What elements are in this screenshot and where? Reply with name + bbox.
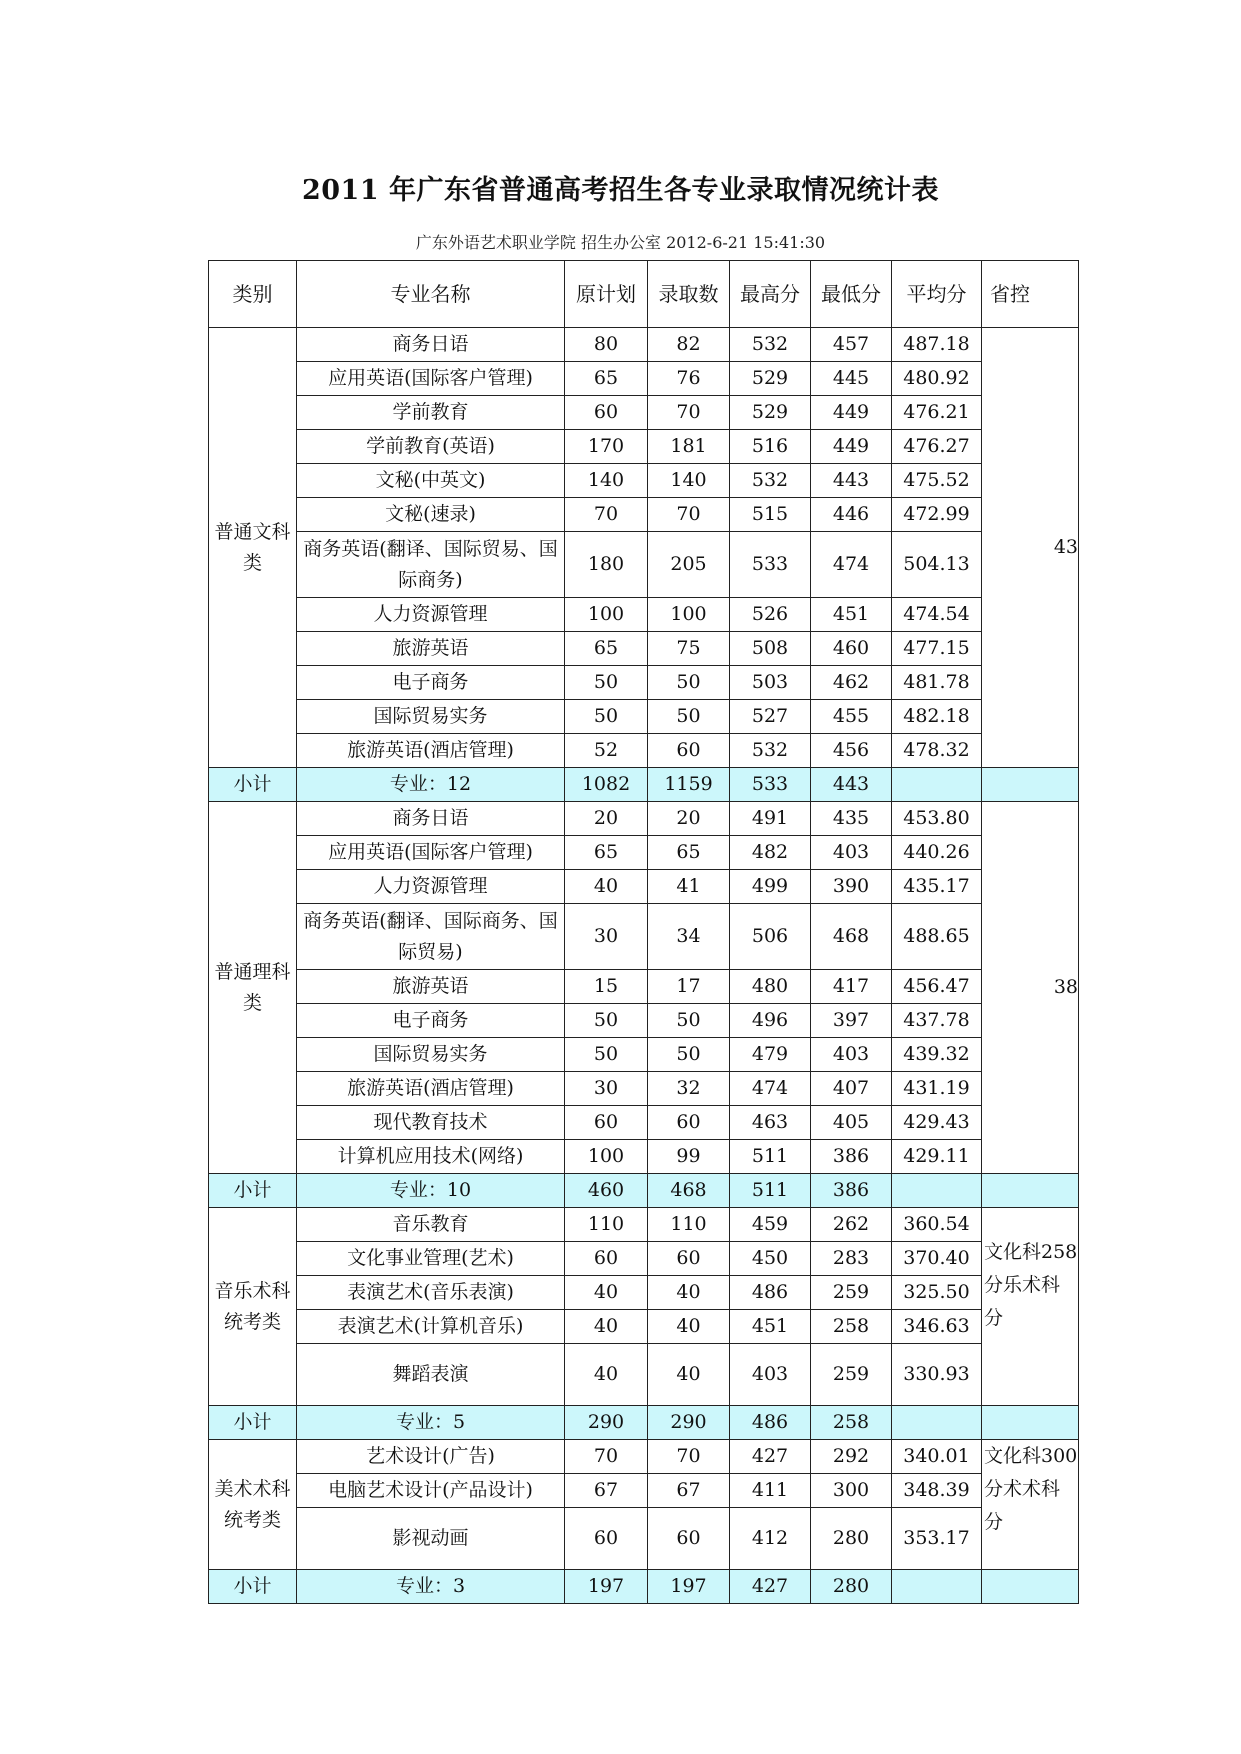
avg-cell: 480.92 (892, 362, 982, 396)
table-row (209, 1038, 1079, 1072)
table-row (209, 970, 1079, 1004)
max-cell: 479 (730, 1038, 811, 1072)
max-cell: 450 (730, 1242, 811, 1276)
subtotal-row (209, 1406, 1079, 1440)
table-row (209, 1474, 1079, 1508)
avg-cell: 429.43 (892, 1106, 982, 1140)
min-cell: 462 (811, 666, 892, 700)
subtotal-row (209, 1174, 1079, 1208)
min-cell: 407 (811, 1072, 892, 1106)
subtotal-min: 280 (811, 1570, 892, 1604)
max-cell: 506 (730, 904, 811, 970)
subtotal-control (982, 1406, 1079, 1440)
avg-cell: 325.50 (892, 1276, 982, 1310)
subtotal-admitted: 1159 (648, 768, 730, 802)
avg-cell: 330.93 (892, 1344, 982, 1406)
subtotal-min: 443 (811, 768, 892, 802)
subtotal-min: 386 (811, 1174, 892, 1208)
major-name: 学前教育(英语) (297, 430, 565, 464)
subtotal-plan: 1082 (565, 768, 648, 802)
subtotal-major-count: 专业：10 (297, 1174, 565, 1208)
subtotal-control (982, 768, 1079, 802)
major-name: 现代教育技术 (297, 1106, 565, 1140)
plan-cell: 110 (565, 1208, 648, 1242)
major-name: 商务英语(翻译、国际商务、国际贸易) (297, 904, 565, 970)
max-cell: 515 (730, 498, 811, 532)
major-name: 旅游英语(酒店管理) (297, 1072, 565, 1106)
avg-cell: 476.27 (892, 430, 982, 464)
category-cell: 普通文科类 (209, 328, 297, 768)
subtotal-plan: 290 (565, 1406, 648, 1440)
plan-cell: 40 (565, 1276, 648, 1310)
plan-cell: 65 (565, 632, 648, 666)
plan-cell: 30 (565, 904, 648, 970)
table-row (209, 464, 1079, 498)
max-cell: 459 (730, 1208, 811, 1242)
subtotal-label: 小计 (209, 1406, 297, 1440)
major-name: 人力资源管理 (297, 870, 565, 904)
plan-cell: 40 (565, 1344, 648, 1406)
control-line-cell: 38 (982, 802, 1079, 1174)
plan-cell: 40 (565, 870, 648, 904)
min-cell: 443 (811, 464, 892, 498)
table-row (209, 632, 1079, 666)
min-cell: 457 (811, 328, 892, 362)
subtotal-avg (892, 1174, 982, 1208)
max-cell: 532 (730, 464, 811, 498)
subtotal-major-count: 专业：5 (297, 1406, 565, 1440)
admitted-cell: 65 (648, 836, 730, 870)
plan-cell: 50 (565, 700, 648, 734)
min-cell: 468 (811, 904, 892, 970)
min-cell: 445 (811, 362, 892, 396)
admitted-cell: 100 (648, 598, 730, 632)
max-cell: 532 (730, 734, 811, 768)
plan-cell: 70 (565, 1440, 648, 1474)
subtotal-label: 小计 (209, 1174, 297, 1208)
max-cell: 411 (730, 1474, 811, 1508)
avg-cell: 439.32 (892, 1038, 982, 1072)
avg-cell: 488.65 (892, 904, 982, 970)
min-cell: 262 (811, 1208, 892, 1242)
min-cell: 455 (811, 700, 892, 734)
header-plan: 原计划 (565, 261, 648, 328)
table-row (209, 430, 1079, 464)
avg-cell: 429.11 (892, 1140, 982, 1174)
table-row (209, 734, 1079, 768)
plan-cell: 100 (565, 1140, 648, 1174)
admitted-cell: 75 (648, 632, 730, 666)
admitted-cell: 40 (648, 1344, 730, 1406)
avg-cell: 435.17 (892, 870, 982, 904)
subtotal-admitted: 197 (648, 1570, 730, 1604)
admitted-cell: 82 (648, 328, 730, 362)
major-name: 商务日语 (297, 328, 565, 362)
table-row (209, 870, 1079, 904)
avg-cell: 340.01 (892, 1440, 982, 1474)
admitted-cell: 17 (648, 970, 730, 1004)
max-cell: 463 (730, 1106, 811, 1140)
avg-cell: 478.32 (892, 734, 982, 768)
admitted-cell: 99 (648, 1140, 730, 1174)
plan-cell: 70 (565, 498, 648, 532)
category-cell: 美术术科统考类 (209, 1440, 297, 1570)
max-cell: 533 (730, 532, 811, 598)
control-line-cell: 43 (982, 328, 1079, 768)
admitted-cell: 50 (648, 666, 730, 700)
admitted-cell: 60 (648, 734, 730, 768)
table-row (209, 498, 1079, 532)
table-row (209, 1004, 1079, 1038)
major-name: 文秘(速录) (297, 498, 565, 532)
major-name: 国际贸易实务 (297, 700, 565, 734)
min-cell: 292 (811, 1440, 892, 1474)
avg-cell: 453.80 (892, 802, 982, 836)
min-cell: 397 (811, 1004, 892, 1038)
plan-cell: 60 (565, 1106, 648, 1140)
min-cell: 280 (811, 1508, 892, 1570)
major-name: 电脑艺术设计(产品设计) (297, 1474, 565, 1508)
table-row (209, 1140, 1079, 1174)
control-line-cell (982, 1208, 1079, 1406)
plan-cell: 50 (565, 1038, 648, 1072)
avg-cell: 370.40 (892, 1242, 982, 1276)
min-cell: 451 (811, 598, 892, 632)
subtotal-control (982, 1570, 1079, 1604)
plan-cell: 60 (565, 396, 648, 430)
admitted-cell: 20 (648, 802, 730, 836)
admitted-cell: 50 (648, 1004, 730, 1038)
major-name: 商务日语 (297, 802, 565, 836)
subtotal-row (209, 768, 1079, 802)
plan-cell: 30 (565, 1072, 648, 1106)
avg-cell: 472.99 (892, 498, 982, 532)
admitted-cell: 140 (648, 464, 730, 498)
table-row (209, 1208, 1079, 1242)
table-row (209, 1276, 1079, 1310)
min-cell: 403 (811, 836, 892, 870)
admission-table-container (208, 260, 1078, 1605)
table-row (209, 532, 1079, 598)
page-subtitle: 广东外语艺术职业学院 招生办公室 2012-6-21 15:41:30 (415, 233, 826, 252)
table-row (209, 1440, 1079, 1474)
avg-cell: 431.19 (892, 1072, 982, 1106)
admitted-cell: 70 (648, 498, 730, 532)
header-control: 省控 (982, 261, 1079, 328)
plan-cell: 50 (565, 666, 648, 700)
min-cell: 259 (811, 1344, 892, 1406)
table-row (209, 1508, 1079, 1570)
max-cell: 491 (730, 802, 811, 836)
admitted-cell: 70 (648, 396, 730, 430)
avg-cell: 353.17 (892, 1508, 982, 1570)
avg-cell: 440.26 (892, 836, 982, 870)
max-cell: 403 (730, 1344, 811, 1406)
header-category: 类别 (209, 261, 297, 328)
subtotal-plan: 197 (565, 1570, 648, 1604)
admitted-cell: 50 (648, 1038, 730, 1072)
control-line-text: 文化科258 分乐术科分 (984, 1241, 1078, 1329)
table-row (209, 328, 1079, 362)
table-row (209, 362, 1079, 396)
major-name: 应用英语(国际客户管理) (297, 836, 565, 870)
plan-cell: 40 (565, 1310, 648, 1344)
max-cell: 529 (730, 362, 811, 396)
subtotal-admitted: 290 (648, 1406, 730, 1440)
major-name: 人力资源管理 (297, 598, 565, 632)
admitted-cell: 50 (648, 700, 730, 734)
min-cell: 460 (811, 632, 892, 666)
admitted-cell: 67 (648, 1474, 730, 1508)
subtotal-max: 427 (730, 1570, 811, 1604)
subtotal-avg (892, 1570, 982, 1604)
avg-cell: 346.63 (892, 1310, 982, 1344)
subtotal-label: 小计 (209, 1570, 297, 1604)
min-cell: 417 (811, 970, 892, 1004)
table-row (209, 598, 1079, 632)
avg-cell: 504.13 (892, 532, 982, 598)
subtotal-row (209, 1570, 1079, 1604)
avg-cell: 348.39 (892, 1474, 982, 1508)
avg-cell: 456.47 (892, 970, 982, 1004)
min-cell: 449 (811, 396, 892, 430)
max-cell: 511 (730, 1140, 811, 1174)
max-cell: 480 (730, 970, 811, 1004)
admitted-cell: 41 (648, 870, 730, 904)
max-cell: 474 (730, 1072, 811, 1106)
header-admitted: 录取数 (648, 261, 730, 328)
min-cell: 456 (811, 734, 892, 768)
control-line-text: 文化科300 分术术科分 (984, 1445, 1078, 1533)
major-name: 电子商务 (297, 666, 565, 700)
avg-cell: 481.78 (892, 666, 982, 700)
max-cell: 503 (730, 666, 811, 700)
major-name: 舞蹈表演 (297, 1344, 565, 1406)
plan-cell: 50 (565, 1004, 648, 1038)
plan-cell: 140 (565, 464, 648, 498)
major-name: 计算机应用技术(网络) (297, 1140, 565, 1174)
min-cell: 386 (811, 1140, 892, 1174)
control-line-cell (982, 1440, 1079, 1570)
max-cell: 496 (730, 1004, 811, 1038)
plan-cell: 60 (565, 1508, 648, 1570)
category-cell: 普通理科类 (209, 802, 297, 1174)
subtotal-avg (892, 1406, 982, 1440)
header-min: 最低分 (811, 261, 892, 328)
table-row (209, 666, 1079, 700)
max-cell: 508 (730, 632, 811, 666)
admitted-cell: 40 (648, 1310, 730, 1344)
min-cell: 405 (811, 1106, 892, 1140)
major-name: 学前教育 (297, 396, 565, 430)
major-name: 表演艺术(计算机音乐) (297, 1310, 565, 1344)
major-name: 旅游英语(酒店管理) (297, 734, 565, 768)
avg-cell: 437.78 (892, 1004, 982, 1038)
table-row (209, 836, 1079, 870)
plan-cell: 67 (565, 1474, 648, 1508)
admitted-cell: 70 (648, 1440, 730, 1474)
plan-cell: 15 (565, 970, 648, 1004)
avg-cell: 487.18 (892, 328, 982, 362)
plan-cell: 170 (565, 430, 648, 464)
avg-cell: 476.21 (892, 396, 982, 430)
max-cell: 427 (730, 1440, 811, 1474)
plan-cell: 52 (565, 734, 648, 768)
major-name: 文化事业管理(艺术) (297, 1242, 565, 1276)
max-cell: 527 (730, 700, 811, 734)
table-row (209, 1242, 1079, 1276)
table-row (209, 904, 1079, 970)
plan-cell: 65 (565, 836, 648, 870)
subtotal-max: 533 (730, 768, 811, 802)
min-cell: 259 (811, 1276, 892, 1310)
major-name: 旅游英语 (297, 970, 565, 1004)
plan-cell: 65 (565, 362, 648, 396)
admitted-cell: 60 (648, 1508, 730, 1570)
major-name: 文秘(中英文) (297, 464, 565, 498)
subtotal-control (982, 1174, 1079, 1208)
avg-cell: 474.54 (892, 598, 982, 632)
admitted-cell: 205 (648, 532, 730, 598)
major-name: 国际贸易实务 (297, 1038, 565, 1072)
admitted-cell: 76 (648, 362, 730, 396)
subtotal-plan: 460 (565, 1174, 648, 1208)
min-cell: 446 (811, 498, 892, 532)
plan-cell: 60 (565, 1242, 648, 1276)
min-cell: 300 (811, 1474, 892, 1508)
header-major: 专业名称 (297, 261, 565, 328)
subtotal-admitted: 468 (648, 1174, 730, 1208)
table-row (209, 396, 1079, 430)
avg-cell: 475.52 (892, 464, 982, 498)
table-row (209, 1310, 1079, 1344)
admitted-cell: 181 (648, 430, 730, 464)
major-name: 影视动画 (297, 1508, 565, 1570)
subtotal-label: 小计 (209, 768, 297, 802)
major-name: 电子商务 (297, 1004, 565, 1038)
admitted-cell: 40 (648, 1276, 730, 1310)
major-name: 艺术设计(广告) (297, 1440, 565, 1474)
max-cell: 486 (730, 1276, 811, 1310)
table-row (209, 1106, 1079, 1140)
max-cell: 412 (730, 1508, 811, 1570)
avg-cell: 360.54 (892, 1208, 982, 1242)
min-cell: 283 (811, 1242, 892, 1276)
plan-cell: 80 (565, 328, 648, 362)
max-cell: 526 (730, 598, 811, 632)
table-header-row (209, 261, 1079, 328)
max-cell: 529 (730, 396, 811, 430)
min-cell: 258 (811, 1310, 892, 1344)
avg-cell: 482.18 (892, 700, 982, 734)
subtotal-major-count: 专业：3 (297, 1570, 565, 1604)
page-title: 2011 年广东省普通高考招生各专业录取情况统计表 (301, 175, 940, 206)
max-cell: 482 (730, 836, 811, 870)
major-name: 应用英语(国际客户管理) (297, 362, 565, 396)
admitted-cell: 60 (648, 1106, 730, 1140)
max-cell: 516 (730, 430, 811, 464)
min-cell: 390 (811, 870, 892, 904)
header-max: 最高分 (730, 261, 811, 328)
table-row (209, 700, 1079, 734)
subtotal-avg (892, 768, 982, 802)
min-cell: 474 (811, 532, 892, 598)
admitted-cell: 34 (648, 904, 730, 970)
table-row (209, 1344, 1079, 1406)
plan-cell: 180 (565, 532, 648, 598)
major-name: 表演艺术(音乐表演) (297, 1276, 565, 1310)
subtotal-max: 511 (730, 1174, 811, 1208)
avg-cell: 477.15 (892, 632, 982, 666)
table-row (209, 802, 1079, 836)
admitted-cell: 110 (648, 1208, 730, 1242)
min-cell: 449 (811, 430, 892, 464)
table-row (209, 1072, 1079, 1106)
plan-cell: 20 (565, 802, 648, 836)
category-cell: 音乐术科统考类 (209, 1208, 297, 1406)
major-name: 旅游英语 (297, 632, 565, 666)
admission-table (208, 260, 1079, 1604)
admitted-cell: 32 (648, 1072, 730, 1106)
major-name: 商务英语(翻译、国际贸易、国际商务) (297, 532, 565, 598)
max-cell: 499 (730, 870, 811, 904)
min-cell: 435 (811, 802, 892, 836)
admitted-cell: 60 (648, 1242, 730, 1276)
max-cell: 532 (730, 328, 811, 362)
plan-cell: 100 (565, 598, 648, 632)
header-avg: 平均分 (892, 261, 982, 328)
min-cell: 403 (811, 1038, 892, 1072)
max-cell: 451 (730, 1310, 811, 1344)
subtotal-min: 258 (811, 1406, 892, 1440)
major-name: 音乐教育 (297, 1208, 565, 1242)
subtotal-max: 486 (730, 1406, 811, 1440)
subtotal-major-count: 专业：12 (297, 768, 565, 802)
